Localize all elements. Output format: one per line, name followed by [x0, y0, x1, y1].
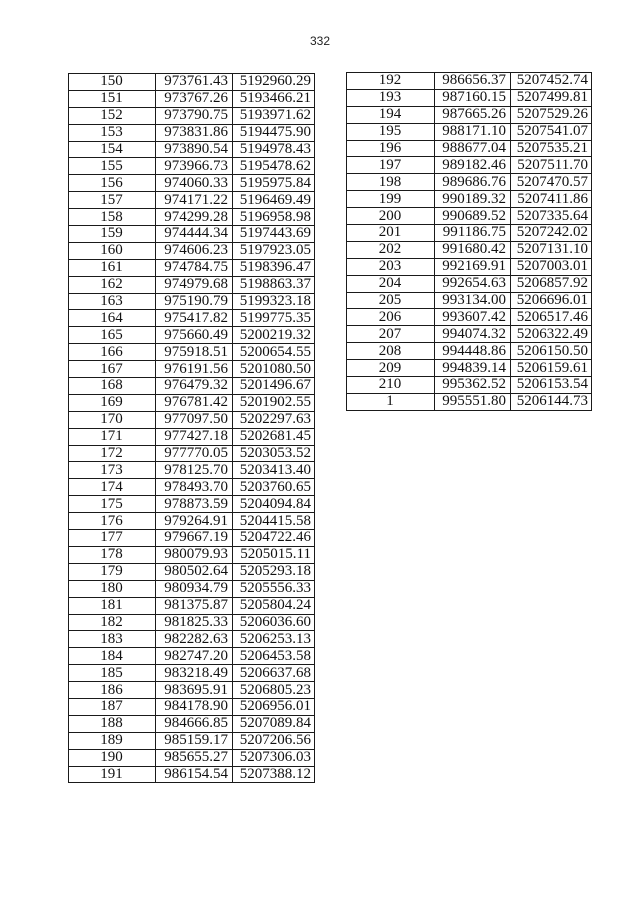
table-row — [69, 158, 315, 175]
point-number-cell: 184 — [69, 648, 156, 665]
point-number-cell: 192 — [347, 73, 435, 90]
y-coordinate-cell: 5206322.49 — [511, 326, 592, 343]
point-number-cell: 207 — [347, 326, 435, 343]
point-number-cell: 183 — [69, 631, 156, 648]
y-coordinate-cell: 5204415.58 — [233, 513, 315, 530]
table-row — [69, 209, 315, 226]
y-coordinate-cell: 5205293.18 — [233, 563, 315, 580]
y-coordinate-cell: 5206153.54 — [511, 377, 592, 394]
y-coordinate-cell: 5197443.69 — [233, 226, 315, 243]
y-coordinate-cell: 5202297.63 — [233, 411, 315, 428]
point-number-cell: 158 — [69, 209, 156, 226]
point-number-cell: 169 — [69, 394, 156, 411]
x-coordinate-cell: 975417.82 — [156, 310, 233, 327]
x-coordinate-cell: 987665.26 — [435, 106, 511, 123]
x-coordinate-cell: 978493.70 — [156, 479, 233, 496]
point-number-cell: 176 — [69, 513, 156, 530]
point-number-cell: 204 — [347, 275, 435, 292]
point-number-cell: 1 — [347, 393, 435, 410]
table-row — [69, 631, 315, 648]
table-row — [347, 292, 592, 309]
y-coordinate-cell: 5206857.92 — [511, 275, 592, 292]
y-coordinate-cell: 5205015.11 — [233, 546, 315, 563]
x-coordinate-cell: 980079.93 — [156, 546, 233, 563]
x-coordinate-cell: 988677.04 — [435, 140, 511, 157]
point-number-cell: 154 — [69, 141, 156, 158]
x-coordinate-cell: 981375.87 — [156, 597, 233, 614]
point-number-cell: 173 — [69, 462, 156, 479]
y-coordinate-cell: 5207306.03 — [233, 749, 315, 766]
point-number-cell: 172 — [69, 445, 156, 462]
page-number: 332 — [309, 34, 331, 48]
table-row — [69, 344, 315, 361]
point-number-cell: 198 — [347, 174, 435, 191]
point-number-cell: 182 — [69, 614, 156, 631]
table-row — [69, 614, 315, 631]
y-coordinate-cell: 5197923.05 — [233, 242, 315, 259]
y-coordinate-cell: 5207242.02 — [511, 225, 592, 242]
y-coordinate-cell: 5206956.01 — [233, 698, 315, 715]
table-row — [69, 749, 315, 766]
x-coordinate-cell: 990689.52 — [435, 208, 511, 225]
point-number-cell: 179 — [69, 563, 156, 580]
x-coordinate-cell: 988171.10 — [435, 123, 511, 140]
y-coordinate-cell: 5206036.60 — [233, 614, 315, 631]
x-coordinate-cell: 982282.63 — [156, 631, 233, 648]
x-coordinate-cell: 973831.86 — [156, 124, 233, 141]
x-coordinate-cell: 995362.52 — [435, 377, 511, 394]
x-coordinate-cell: 974171.22 — [156, 192, 233, 209]
y-coordinate-cell: 5196469.49 — [233, 192, 315, 209]
y-coordinate-cell: 5207003.01 — [511, 258, 592, 275]
point-number-cell: 168 — [69, 378, 156, 395]
table-row — [347, 241, 592, 258]
point-number-cell: 178 — [69, 546, 156, 563]
x-coordinate-cell: 994448.86 — [435, 343, 511, 360]
table-row — [69, 175, 315, 192]
coordinates-table-right-body — [347, 73, 592, 411]
point-number-cell: 196 — [347, 140, 435, 157]
y-coordinate-cell: 5201496.67 — [233, 378, 315, 395]
table-row — [69, 513, 315, 530]
y-coordinate-cell: 5201902.55 — [233, 394, 315, 411]
table-row — [69, 141, 315, 158]
point-number-cell: 151 — [69, 90, 156, 107]
x-coordinate-cell: 973790.75 — [156, 107, 233, 124]
point-number-cell: 190 — [69, 749, 156, 766]
y-coordinate-cell: 5206159.61 — [511, 360, 592, 377]
y-coordinate-cell: 5196958.98 — [233, 209, 315, 226]
y-coordinate-cell: 5194978.43 — [233, 141, 315, 158]
y-coordinate-cell: 5192960.29 — [233, 74, 315, 91]
x-coordinate-cell: 978125.70 — [156, 462, 233, 479]
coordinates-table-left-body — [69, 74, 315, 783]
y-coordinate-cell: 5203413.40 — [233, 462, 315, 479]
y-coordinate-cell: 5203053.52 — [233, 445, 315, 462]
x-coordinate-cell: 973890.54 — [156, 141, 233, 158]
y-coordinate-cell: 5207535.21 — [511, 140, 592, 157]
point-number-cell: 197 — [347, 157, 435, 174]
table-row — [69, 766, 315, 783]
x-coordinate-cell: 980502.64 — [156, 563, 233, 580]
table-row — [69, 648, 315, 665]
point-number-cell: 152 — [69, 107, 156, 124]
x-coordinate-cell: 989686.76 — [435, 174, 511, 191]
y-coordinate-cell: 5206517.46 — [511, 309, 592, 326]
y-coordinate-cell: 5198863.37 — [233, 276, 315, 293]
point-number-cell: 167 — [69, 361, 156, 378]
y-coordinate-cell: 5206144.73 — [511, 393, 592, 410]
table-row — [69, 327, 315, 344]
y-coordinate-cell: 5206696.01 — [511, 292, 592, 309]
table-row — [69, 715, 315, 732]
x-coordinate-cell: 977770.05 — [156, 445, 233, 462]
point-number-cell: 208 — [347, 343, 435, 360]
y-coordinate-cell: 5195975.84 — [233, 175, 315, 192]
table-row — [69, 496, 315, 513]
table-row — [69, 563, 315, 580]
table-row — [69, 580, 315, 597]
table-row — [69, 90, 315, 107]
point-number-cell: 199 — [347, 191, 435, 208]
point-number-cell: 209 — [347, 360, 435, 377]
y-coordinate-cell: 5199323.18 — [233, 293, 315, 310]
x-coordinate-cell: 994074.32 — [435, 326, 511, 343]
point-number-cell: 193 — [347, 89, 435, 106]
table-row — [69, 411, 315, 428]
table-row — [347, 89, 592, 106]
x-coordinate-cell: 974444.34 — [156, 226, 233, 243]
table-row — [69, 259, 315, 276]
y-coordinate-cell: 5207470.57 — [511, 174, 592, 191]
point-number-cell: 153 — [69, 124, 156, 141]
point-number-cell: 195 — [347, 123, 435, 140]
point-number-cell: 156 — [69, 175, 156, 192]
x-coordinate-cell: 984178.90 — [156, 698, 233, 715]
point-number-cell: 188 — [69, 715, 156, 732]
point-number-cell: 159 — [69, 226, 156, 243]
x-coordinate-cell: 974299.28 — [156, 209, 233, 226]
table-row — [347, 174, 592, 191]
table-row — [347, 140, 592, 157]
x-coordinate-cell: 981825.33 — [156, 614, 233, 631]
x-coordinate-cell: 978873.59 — [156, 496, 233, 513]
x-coordinate-cell: 995551.80 — [435, 393, 511, 410]
point-number-cell: 186 — [69, 682, 156, 699]
table-row — [347, 123, 592, 140]
point-number-cell: 164 — [69, 310, 156, 327]
table-row — [69, 394, 315, 411]
table-row — [69, 546, 315, 563]
point-number-cell: 150 — [69, 74, 156, 91]
table-row — [69, 597, 315, 614]
y-coordinate-cell: 5198396.47 — [233, 259, 315, 276]
x-coordinate-cell: 973761.43 — [156, 74, 233, 91]
table-row — [347, 106, 592, 123]
x-coordinate-cell: 985655.27 — [156, 749, 233, 766]
table-row — [347, 326, 592, 343]
x-coordinate-cell: 991680.42 — [435, 241, 511, 258]
table-row — [69, 445, 315, 462]
y-coordinate-cell: 5207529.26 — [511, 106, 592, 123]
y-coordinate-cell: 5193466.21 — [233, 90, 315, 107]
y-coordinate-cell: 5207388.12 — [233, 766, 315, 783]
point-number-cell: 170 — [69, 411, 156, 428]
table-row — [69, 530, 315, 547]
y-coordinate-cell: 5201080.50 — [233, 361, 315, 378]
x-coordinate-cell: 976191.56 — [156, 361, 233, 378]
point-number-cell: 155 — [69, 158, 156, 175]
table-row — [347, 157, 592, 174]
x-coordinate-cell: 990189.32 — [435, 191, 511, 208]
x-coordinate-cell: 975660.49 — [156, 327, 233, 344]
y-coordinate-cell: 5206637.68 — [233, 665, 315, 682]
y-coordinate-cell: 5207541.07 — [511, 123, 592, 140]
table-row — [69, 74, 315, 91]
x-coordinate-cell: 986656.37 — [435, 73, 511, 90]
y-coordinate-cell: 5206150.50 — [511, 343, 592, 360]
y-coordinate-cell: 5207089.84 — [233, 715, 315, 732]
table-row — [347, 343, 592, 360]
y-coordinate-cell: 5207452.74 — [511, 73, 592, 90]
x-coordinate-cell: 977427.18 — [156, 428, 233, 445]
x-coordinate-cell: 973767.26 — [156, 90, 233, 107]
table-row — [347, 208, 592, 225]
table-row — [69, 378, 315, 395]
x-coordinate-cell: 993607.42 — [435, 309, 511, 326]
x-coordinate-cell: 985159.17 — [156, 732, 233, 749]
x-coordinate-cell: 979264.91 — [156, 513, 233, 530]
point-number-cell: 202 — [347, 241, 435, 258]
y-coordinate-cell: 5207335.64 — [511, 208, 592, 225]
y-coordinate-cell: 5205804.24 — [233, 597, 315, 614]
point-number-cell: 166 — [69, 344, 156, 361]
x-coordinate-cell: 979667.19 — [156, 530, 233, 547]
y-coordinate-cell: 5206453.58 — [233, 648, 315, 665]
table-row — [69, 428, 315, 445]
y-coordinate-cell: 5194475.90 — [233, 124, 315, 141]
table-row — [347, 73, 592, 90]
point-number-cell: 181 — [69, 597, 156, 614]
y-coordinate-cell: 5205556.33 — [233, 580, 315, 597]
table-row — [347, 393, 592, 410]
coordinates-table-left — [68, 73, 315, 783]
point-number-cell: 205 — [347, 292, 435, 309]
x-coordinate-cell: 977097.50 — [156, 411, 233, 428]
y-coordinate-cell: 5195478.62 — [233, 158, 315, 175]
x-coordinate-cell: 986154.54 — [156, 766, 233, 783]
x-coordinate-cell: 974606.23 — [156, 242, 233, 259]
table-row — [69, 276, 315, 293]
table-row — [347, 275, 592, 292]
point-number-cell: 175 — [69, 496, 156, 513]
point-number-cell: 206 — [347, 309, 435, 326]
y-coordinate-cell: 5204722.46 — [233, 530, 315, 547]
table-row — [69, 293, 315, 310]
point-number-cell: 203 — [347, 258, 435, 275]
point-number-cell: 180 — [69, 580, 156, 597]
x-coordinate-cell: 994839.14 — [435, 360, 511, 377]
y-coordinate-cell: 5207499.81 — [511, 89, 592, 106]
table-row — [69, 361, 315, 378]
y-coordinate-cell: 5202681.45 — [233, 428, 315, 445]
table-row — [69, 310, 315, 327]
y-coordinate-cell: 5207411.86 — [511, 191, 592, 208]
point-number-cell: 171 — [69, 428, 156, 445]
table-row — [69, 226, 315, 243]
point-number-cell: 201 — [347, 225, 435, 242]
y-coordinate-cell: 5207131.10 — [511, 241, 592, 258]
x-coordinate-cell: 984666.85 — [156, 715, 233, 732]
table-row — [69, 682, 315, 699]
x-coordinate-cell: 989182.46 — [435, 157, 511, 174]
point-number-cell: 157 — [69, 192, 156, 209]
x-coordinate-cell: 983695.91 — [156, 682, 233, 699]
x-coordinate-cell: 973966.73 — [156, 158, 233, 175]
x-coordinate-cell: 992654.63 — [435, 275, 511, 292]
point-number-cell: 174 — [69, 479, 156, 496]
table-row — [347, 377, 592, 394]
x-coordinate-cell: 975918.51 — [156, 344, 233, 361]
x-coordinate-cell: 993134.00 — [435, 292, 511, 309]
table-row — [69, 665, 315, 682]
point-number-cell: 210 — [347, 377, 435, 394]
x-coordinate-cell: 975190.79 — [156, 293, 233, 310]
point-number-cell: 161 — [69, 259, 156, 276]
x-coordinate-cell: 987160.15 — [435, 89, 511, 106]
table-row — [347, 191, 592, 208]
table-row — [69, 732, 315, 749]
x-coordinate-cell: 980934.79 — [156, 580, 233, 597]
x-coordinate-cell: 983218.49 — [156, 665, 233, 682]
coordinates-table-right — [346, 72, 592, 411]
table-row — [69, 192, 315, 209]
table-row — [69, 242, 315, 259]
y-coordinate-cell: 5193971.62 — [233, 107, 315, 124]
table-row — [69, 107, 315, 124]
y-coordinate-cell: 5206253.13 — [233, 631, 315, 648]
table-row — [69, 124, 315, 141]
point-number-cell: 162 — [69, 276, 156, 293]
x-coordinate-cell: 974979.68 — [156, 276, 233, 293]
y-coordinate-cell: 5206805.23 — [233, 682, 315, 699]
point-number-cell: 187 — [69, 698, 156, 715]
x-coordinate-cell: 974784.75 — [156, 259, 233, 276]
table-row — [69, 462, 315, 479]
y-coordinate-cell: 5207511.70 — [511, 157, 592, 174]
x-coordinate-cell: 982747.20 — [156, 648, 233, 665]
point-number-cell: 189 — [69, 732, 156, 749]
x-coordinate-cell: 992169.91 — [435, 258, 511, 275]
point-number-cell: 163 — [69, 293, 156, 310]
table-row — [69, 698, 315, 715]
x-coordinate-cell: 991186.75 — [435, 225, 511, 242]
table-row — [347, 258, 592, 275]
table-row — [347, 360, 592, 377]
y-coordinate-cell: 5200219.32 — [233, 327, 315, 344]
point-number-cell: 160 — [69, 242, 156, 259]
table-row — [69, 479, 315, 496]
point-number-cell: 177 — [69, 530, 156, 547]
point-number-cell: 191 — [69, 766, 156, 783]
table-row — [347, 225, 592, 242]
y-coordinate-cell: 5200654.55 — [233, 344, 315, 361]
point-number-cell: 200 — [347, 208, 435, 225]
x-coordinate-cell: 976781.42 — [156, 394, 233, 411]
y-coordinate-cell: 5207206.56 — [233, 732, 315, 749]
y-coordinate-cell: 5203760.65 — [233, 479, 315, 496]
x-coordinate-cell: 976479.32 — [156, 378, 233, 395]
point-number-cell: 185 — [69, 665, 156, 682]
y-coordinate-cell: 5199775.35 — [233, 310, 315, 327]
point-number-cell: 194 — [347, 106, 435, 123]
y-coordinate-cell: 5204094.84 — [233, 496, 315, 513]
table-row — [347, 309, 592, 326]
point-number-cell: 165 — [69, 327, 156, 344]
x-coordinate-cell: 974060.33 — [156, 175, 233, 192]
